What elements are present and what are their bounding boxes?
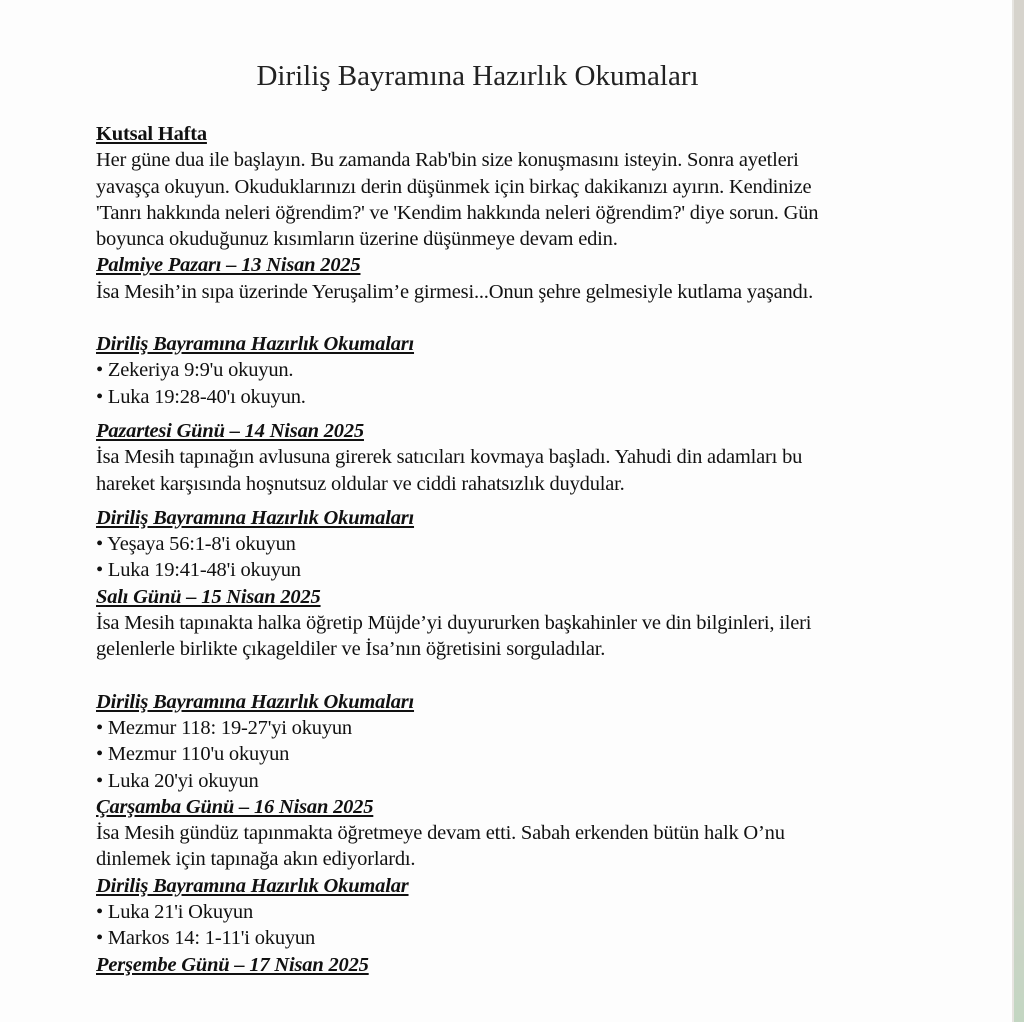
day-description: İsa Mesih tapınağın avlusuna girerek satıcıları kovmaya başladı. Yahudi din adamları bu hareket karşısında hoşnutsuz oldular ve ciddi rahatsızlık duydular. <box>96 446 803 495</box>
day-heading: Salı Günü – 15 Nisan 2025 <box>96 585 321 608</box>
reading-item: • Mezmur 118: 19-27'yi okuyun <box>96 715 856 741</box>
day-heading: Pazartesi Günü – 14 Nisan 2025 <box>96 419 364 442</box>
reading-item: • Luka 21'i Okuyun <box>96 899 856 925</box>
window-edge-scrollbar[interactable] <box>1012 0 1024 1022</box>
day-description: İsa Mesih’in sıpa üzerinde Yeruşalim’e girmesi...Onun şehre gelmesiyle kutlama yaşandı. <box>96 280 814 303</box>
day-description: İsa Mesih gündüz tapınmakta öğretmeye devam etti. Sabah erkenden bütün halk O’nu dinlemek için tapınağa akın ediyorlardı. <box>96 822 785 871</box>
reading-item: • Luka 19:41-48'i okuyun <box>96 557 856 583</box>
readings-heading: Diriliş Bayramına Hazırlık Okumaları <box>96 506 415 529</box>
day-heading-partial: Perşembe Günü – 17 Nisan 2025 <box>96 953 369 976</box>
reading-item: • Yeşaya 56:1-8'i okuyun <box>96 531 856 557</box>
readings-heading: Diriliş Bayramına Hazırlık Okumaları <box>96 690 415 713</box>
reading-item: • Luka 20'yi okuyun <box>96 768 856 794</box>
day-heading: Palmiye Pazarı – 13 Nisan 2025 <box>96 254 361 277</box>
day-heading: Çarşamba Günü – 16 Nisan 2025 <box>96 795 374 818</box>
reading-item: • Markos 14: 1-11'i okuyun <box>96 925 856 951</box>
reading-item: • Mezmur 110'u okuyun <box>96 741 856 767</box>
intro-paragraph: Her güne dua ile başlayın. Bu zamanda Rab'bin size konuşmasını isteyin. Sonra ayetleri yavaşça okuyun. Okuduklarınızı derin düşünmek için birkaç dakikanızı ayırın. Kendinize 'Tanrı hakkında neleri öğrendim?' ve 'Kendim hakkında neleri öğrendim?' diye sorun. Gün boyunca okuduğunuz kısımların üzerine düşünmeye devam edin. <box>96 149 819 251</box>
document-body <box>96 121 856 976</box>
day-description: İsa Mesih tapınakta halka öğretip Müjde’yi duyururken başkahinler ve din bilginleri, ileri gelenlerle birlikte çıkageldiler ve İsa’nın öğretisini sorguladılar. <box>96 612 812 661</box>
reading-item: • Luka 19:28-40'ı okuyun. <box>96 384 856 410</box>
readings-heading: Diriliş Bayramına Hazırlık Okumalar <box>96 874 409 897</box>
section-heading-holy-week: Kutsal Hafta <box>96 123 207 145</box>
reading-item: • Zekeriya 9:9'u okuyun. <box>96 357 856 383</box>
page-title: Diriliş Bayramına Hazırlık Okumaları <box>256 60 699 92</box>
readings-heading: Diriliş Bayramına Hazırlık Okumaları <box>96 333 415 356</box>
